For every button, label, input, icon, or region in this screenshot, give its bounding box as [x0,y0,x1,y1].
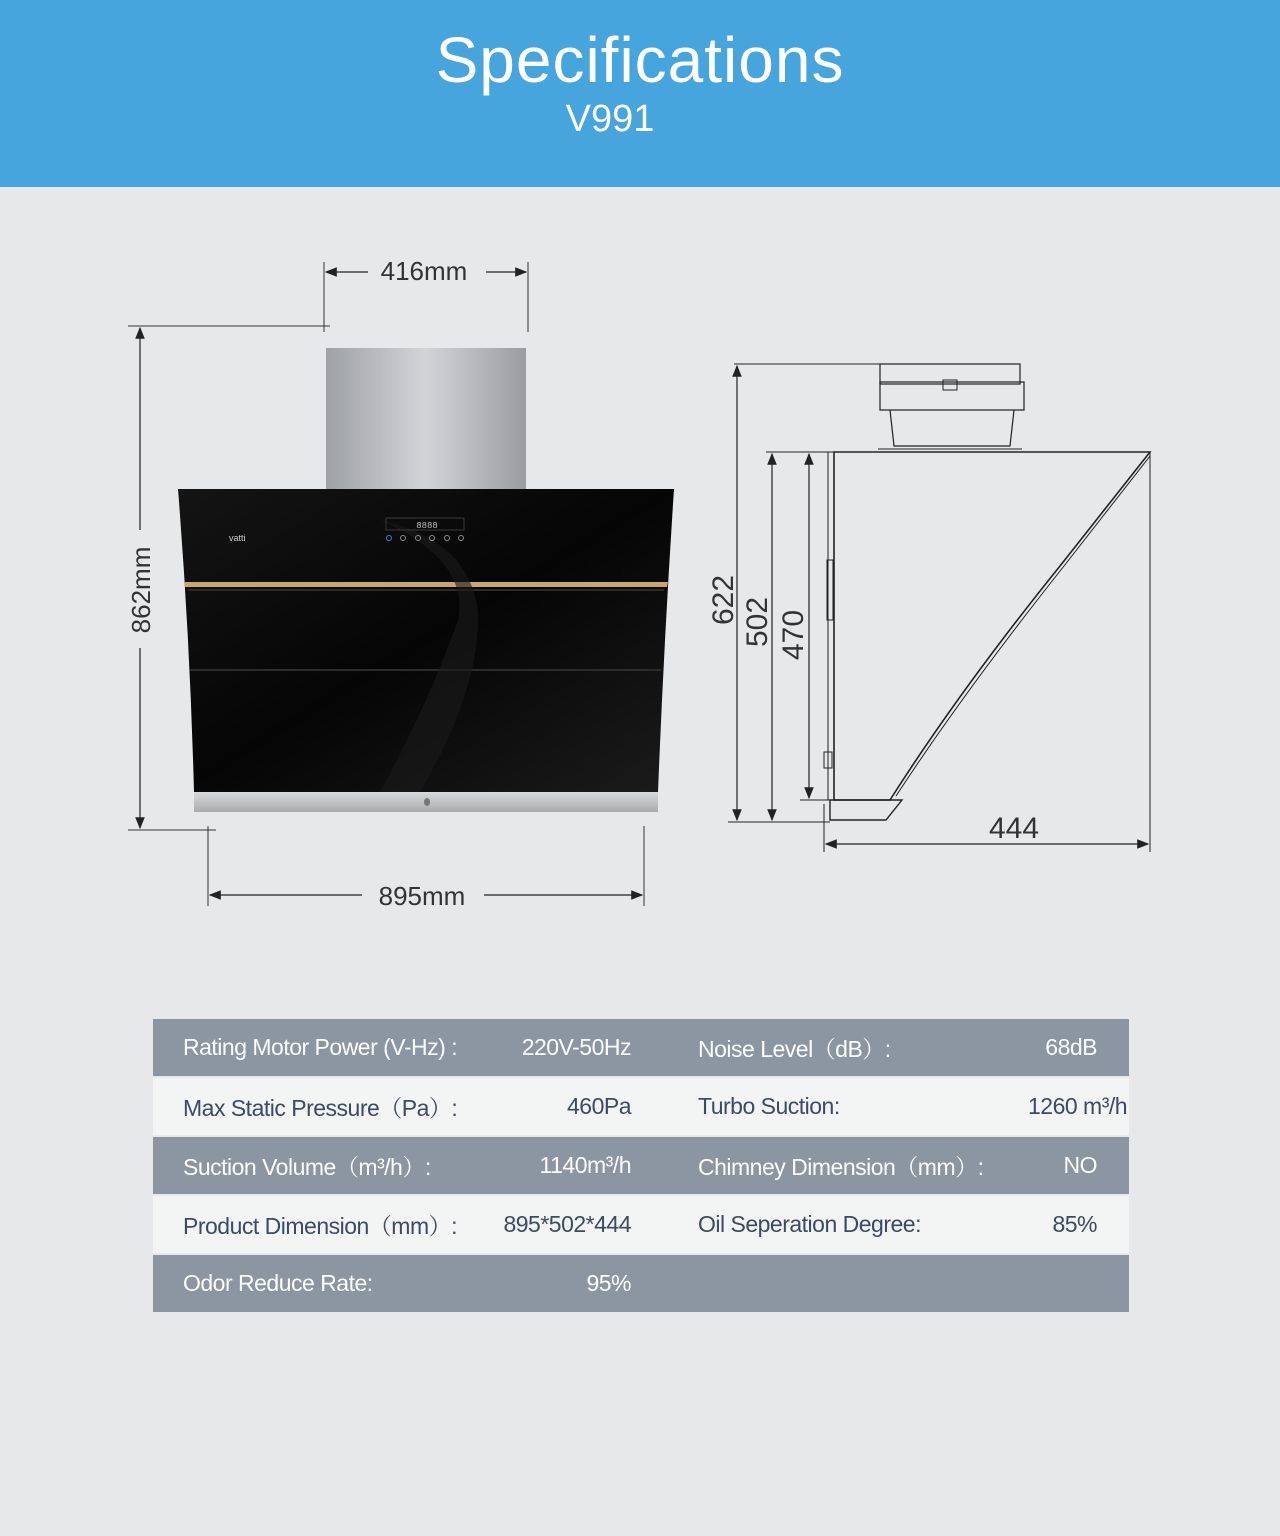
spec-value: 220V-50Hz [483,1019,631,1077]
spec-value: 85% [1028,1195,1129,1254]
spec-table [153,1019,1129,1314]
spec-label: Suction Volume（m³/h）: [153,1136,483,1195]
dim-622: 622 [707,574,740,626]
table-row [153,1195,1129,1254]
table-row [153,1019,1129,1077]
dim-depth: 444 [988,812,1040,845]
spec-label: Rating Motor Power (V-Hz) : [153,1019,483,1077]
spec-value: NO [1028,1136,1129,1195]
table-row [153,1077,1129,1136]
spec-value: 1140m³/h [483,1136,631,1195]
spec-label: Noise Level（dB）: [631,1019,1028,1077]
spec-label [631,1254,1028,1313]
dimension-drawing [0,187,1280,947]
table-row [153,1136,1129,1195]
spec-value: 895*502*444 [483,1195,631,1254]
brand-logo: vatti [229,533,246,543]
spec-label: Product Dimension（mm）: [153,1195,483,1254]
spec-label: Turbo Suction: [631,1077,1028,1136]
spec-label: Chimney Dimension（mm）: [631,1136,1028,1195]
dim-height: 862mm [126,546,156,634]
spec-value: 68dB [1028,1019,1129,1077]
front-view [126,256,674,911]
dim-470: 470 [777,609,810,661]
dim-width-top: 416mm [380,256,468,286]
dim-502: 502 [741,596,774,648]
model-number: V991 [565,98,655,140]
spec-label: Oil Seperation Degree: [631,1195,1028,1254]
table-row [153,1254,1129,1313]
dim-width-bottom: 895mm [378,881,466,911]
chimney [326,348,526,490]
header-banner [0,0,1280,187]
display-digits: 8888 [416,521,438,531]
spec-label: Odor Reduce Rate: [153,1254,483,1313]
page-title: Specifications [435,24,845,96]
spec-label: Max Static Pressure（Pa）: [153,1077,483,1136]
side-view [728,364,1150,852]
spec-value [1028,1254,1129,1313]
spec-value: 460Pa [483,1077,631,1136]
spec-value: 95% [483,1254,631,1313]
spec-value: 1260 m³/h [1028,1077,1129,1136]
